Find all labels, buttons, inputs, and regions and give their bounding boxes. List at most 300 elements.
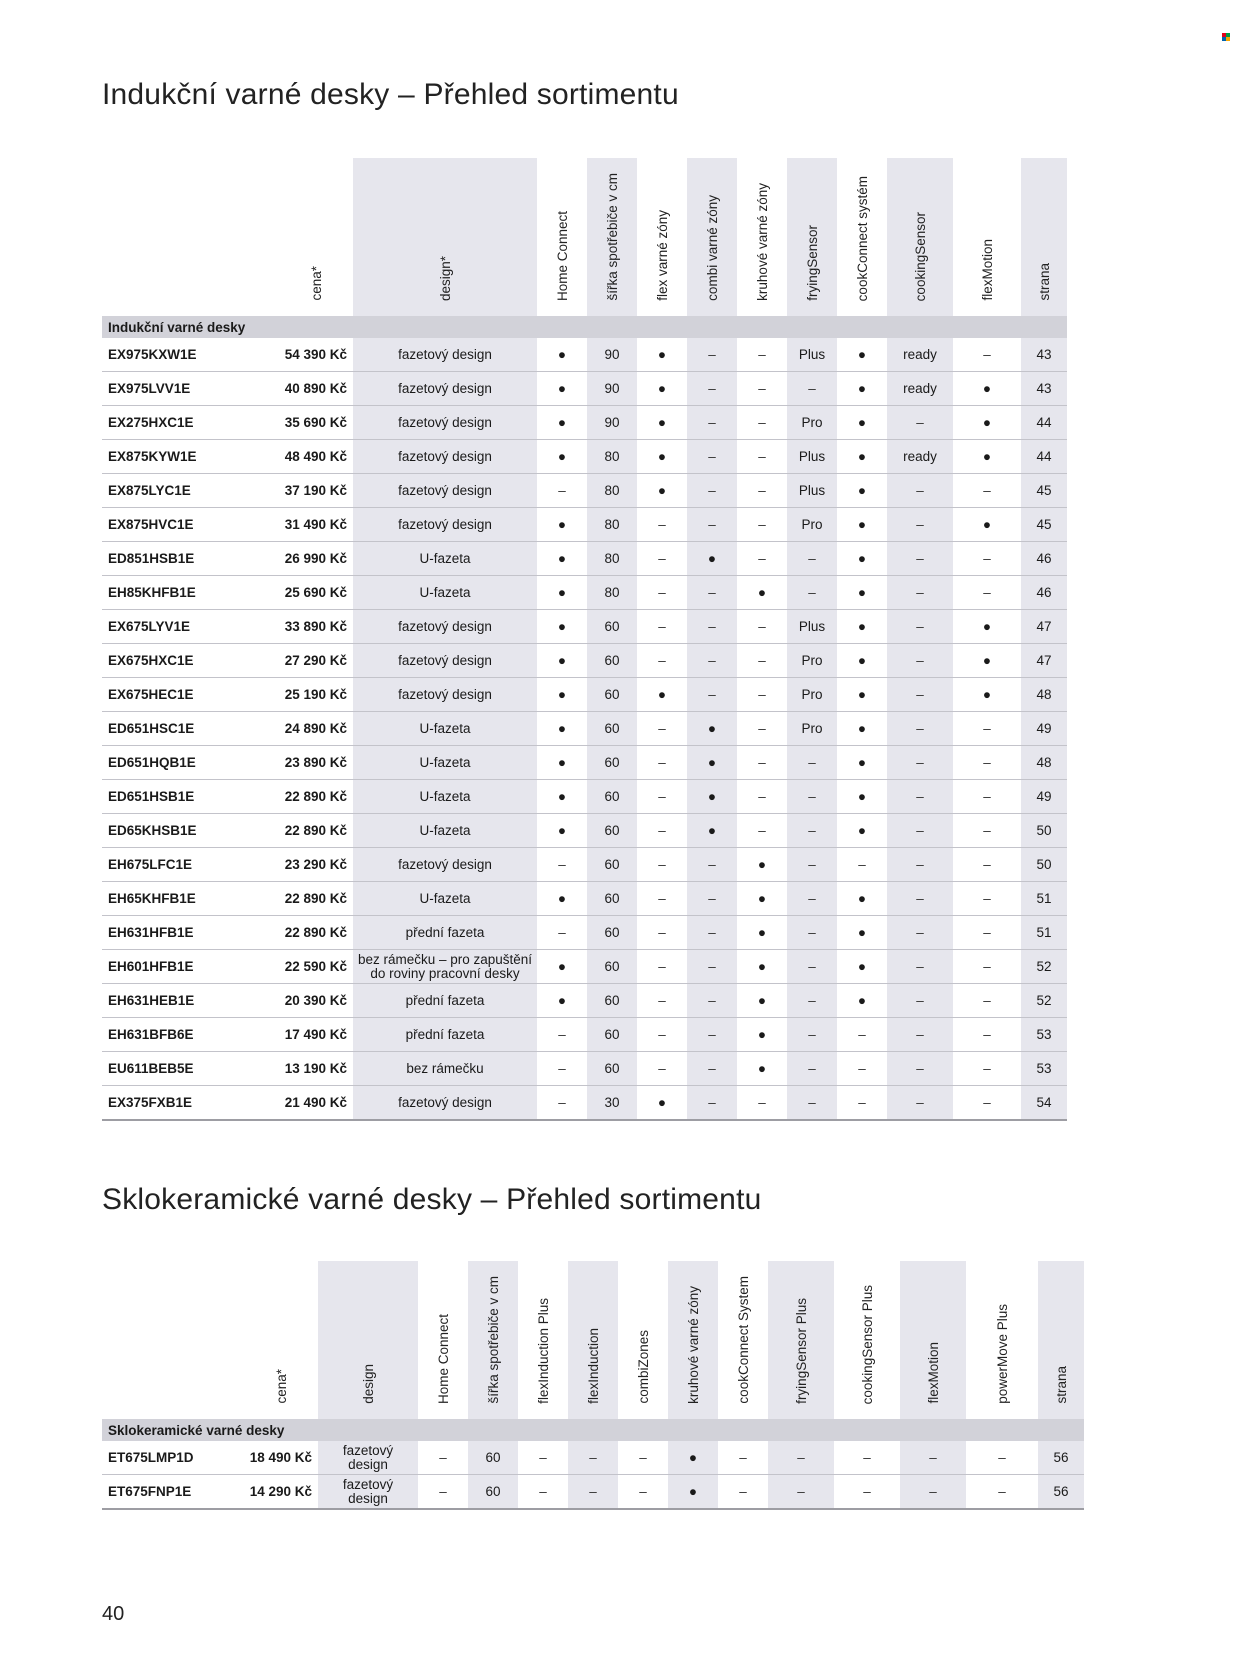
feature-cell: – bbox=[966, 1441, 1038, 1475]
feature-cell: – bbox=[953, 848, 1021, 882]
price-cell: 23 290 Kč bbox=[280, 848, 353, 882]
design-cell: fazetový design bbox=[318, 1441, 418, 1475]
feature-cell: Pro bbox=[787, 406, 837, 440]
feature-cell: 90 bbox=[587, 338, 637, 372]
induction-header-col: šířka spotřebiče v cm bbox=[587, 158, 637, 316]
induction-group-label: Indukční varné desky bbox=[102, 316, 1067, 338]
table-row bbox=[102, 1018, 1067, 1052]
feature-cell: – bbox=[568, 1441, 618, 1475]
feature-cell: – bbox=[953, 542, 1021, 576]
model-name-cell: EH631HFB1E bbox=[102, 916, 280, 950]
feature-cell: – bbox=[953, 814, 1021, 848]
feature-cell: – bbox=[834, 1475, 900, 1510]
table-row bbox=[102, 1475, 1084, 1510]
feature-cell: – bbox=[737, 644, 787, 678]
table-row bbox=[102, 984, 1067, 1018]
feature-cell: ● bbox=[953, 644, 1021, 678]
feature-cell: ● bbox=[637, 372, 687, 406]
feature-cell: – bbox=[737, 406, 787, 440]
feature-cell: ● bbox=[837, 644, 887, 678]
page-ref-cell: 50 bbox=[1021, 814, 1067, 848]
price-cell: 33 890 Kč bbox=[280, 610, 353, 644]
ceramic-header-col: design bbox=[318, 1261, 418, 1419]
design-cell: fazetový design bbox=[353, 678, 537, 712]
feature-cell: – bbox=[537, 1086, 587, 1121]
design-cell: fazetový design bbox=[353, 440, 537, 474]
induction-group-row bbox=[102, 316, 1067, 338]
feature-cell: – bbox=[518, 1441, 568, 1475]
feature-cell: ● bbox=[837, 678, 887, 712]
ceramic-header-col: strana bbox=[1038, 1261, 1084, 1419]
feature-cell: – bbox=[637, 610, 687, 644]
feature-cell: – bbox=[887, 610, 953, 644]
feature-cell: – bbox=[887, 950, 953, 984]
price-cell: 22 890 Kč bbox=[280, 882, 353, 916]
feature-cell: – bbox=[537, 474, 587, 508]
feature-cell: ● bbox=[953, 678, 1021, 712]
price-cell: 22 590 Kč bbox=[280, 950, 353, 984]
feature-cell: – bbox=[418, 1441, 468, 1475]
feature-cell: ● bbox=[737, 576, 787, 610]
feature-cell: – bbox=[887, 712, 953, 746]
feature-cell: ● bbox=[837, 406, 887, 440]
page-ref-cell: 56 bbox=[1038, 1475, 1084, 1510]
price-cell: 22 890 Kč bbox=[280, 780, 353, 814]
ceramic-header-col: cookingSensor Plus bbox=[859, 1284, 875, 1404]
feature-cell: 60 bbox=[587, 712, 637, 746]
table-row bbox=[102, 1441, 1084, 1475]
price-cell: 26 990 Kč bbox=[280, 542, 353, 576]
design-cell: U-fazeta bbox=[353, 542, 537, 576]
page-ref-cell: 47 bbox=[1021, 644, 1067, 678]
feature-cell: – bbox=[737, 746, 787, 780]
design-cell: přední fazeta bbox=[353, 916, 537, 950]
price-cell: 37 190 Kč bbox=[280, 474, 353, 508]
feature-cell: Pro bbox=[787, 712, 837, 746]
feature-cell: – bbox=[953, 712, 1021, 746]
feature-cell: ● bbox=[537, 542, 587, 576]
feature-cell: – bbox=[887, 1052, 953, 1086]
table-row bbox=[102, 440, 1067, 474]
feature-cell: – bbox=[637, 848, 687, 882]
design-cell: U-fazeta bbox=[353, 576, 537, 610]
feature-cell: – bbox=[687, 882, 737, 916]
model-name-cell: ED65KHSB1E bbox=[102, 814, 280, 848]
table-row bbox=[102, 644, 1067, 678]
ceramic-header-col: kruhové varné zóny bbox=[668, 1261, 718, 1419]
feature-cell: – bbox=[953, 576, 1021, 610]
model-name-cell: EX875HVC1E bbox=[102, 508, 280, 542]
feature-cell: – bbox=[637, 916, 687, 950]
table-row bbox=[102, 1052, 1067, 1086]
page-ref-cell: 48 bbox=[1021, 746, 1067, 780]
ceramic-group-label: Sklokeramické varné desky bbox=[102, 1419, 1084, 1441]
design-cell: fazetový design bbox=[353, 848, 537, 882]
page-ref-cell: 50 bbox=[1021, 848, 1067, 882]
feature-cell: ● bbox=[537, 440, 587, 474]
feature-cell: 60 bbox=[587, 1052, 637, 1086]
ceramic-header-row bbox=[102, 1261, 1084, 1419]
induction-header-col: cena* bbox=[309, 266, 324, 301]
feature-cell: 80 bbox=[587, 440, 637, 474]
feature-cell: – bbox=[787, 1052, 837, 1086]
model-name-cell: ET675LMP1D bbox=[102, 1441, 245, 1475]
model-name-cell: EU611BEB5E bbox=[102, 1052, 280, 1086]
feature-cell: ● bbox=[953, 508, 1021, 542]
feature-cell: ● bbox=[737, 950, 787, 984]
feature-cell: ● bbox=[687, 814, 737, 848]
model-name-cell: EX975LVV1E bbox=[102, 372, 280, 406]
feature-cell: ● bbox=[953, 440, 1021, 474]
design-cell: fazetový design bbox=[353, 1086, 537, 1121]
feature-cell: – bbox=[900, 1475, 966, 1510]
page-ref-cell: 44 bbox=[1021, 406, 1067, 440]
feature-cell: – bbox=[737, 814, 787, 848]
feature-cell: – bbox=[787, 746, 837, 780]
price-cell: 13 190 Kč bbox=[280, 1052, 353, 1086]
feature-cell: – bbox=[887, 984, 953, 1018]
table-row bbox=[102, 712, 1067, 746]
model-name-cell: EH631HEB1E bbox=[102, 984, 280, 1018]
feature-cell: ● bbox=[537, 780, 587, 814]
induction-section-title: Indukční varné desky – Přehled sortimentu bbox=[102, 78, 679, 111]
table-row bbox=[102, 338, 1067, 372]
ceramic-header-col: šířka spotřebiče v cm bbox=[468, 1261, 518, 1419]
design-cell: bez rámečku bbox=[353, 1052, 537, 1086]
page-ref-cell: 44 bbox=[1021, 440, 1067, 474]
feature-cell: – bbox=[637, 1018, 687, 1052]
feature-cell: – bbox=[568, 1475, 618, 1510]
feature-cell: – bbox=[837, 1086, 887, 1121]
feature-cell: – bbox=[687, 678, 737, 712]
induction-header-col: flex varné zóny bbox=[654, 210, 670, 301]
feature-cell: ● bbox=[737, 984, 787, 1018]
feature-cell: 60 bbox=[587, 1018, 637, 1052]
feature-cell: – bbox=[787, 1086, 837, 1121]
page-ref-cell: 46 bbox=[1021, 542, 1067, 576]
price-cell: 21 490 Kč bbox=[280, 1086, 353, 1121]
feature-cell: 60 bbox=[587, 610, 637, 644]
feature-cell: – bbox=[768, 1475, 834, 1510]
feature-cell: – bbox=[787, 542, 837, 576]
feature-cell: ● bbox=[837, 338, 887, 372]
feature-cell: 60 bbox=[468, 1475, 518, 1510]
feature-cell: – bbox=[737, 780, 787, 814]
induction-header-col: design* bbox=[353, 158, 537, 316]
feature-cell: 60 bbox=[587, 814, 637, 848]
page-ref-cell: 47 bbox=[1021, 610, 1067, 644]
feature-cell: 90 bbox=[587, 372, 637, 406]
feature-cell: – bbox=[887, 406, 953, 440]
induction-header-col: cookingSensor bbox=[887, 158, 953, 316]
feature-cell: – bbox=[737, 678, 787, 712]
feature-cell: – bbox=[687, 406, 737, 440]
feature-cell: ● bbox=[537, 678, 587, 712]
model-name-cell: EH601HFB1E bbox=[102, 950, 280, 984]
feature-cell: – bbox=[887, 678, 953, 712]
feature-cell: – bbox=[953, 746, 1021, 780]
design-cell: U-fazeta bbox=[353, 746, 537, 780]
feature-cell: – bbox=[637, 746, 687, 780]
feature-cell: – bbox=[537, 916, 587, 950]
feature-cell: – bbox=[687, 508, 737, 542]
feature-cell: – bbox=[687, 984, 737, 1018]
feature-cell: ● bbox=[837, 780, 887, 814]
feature-cell: – bbox=[887, 780, 953, 814]
feature-cell: – bbox=[953, 916, 1021, 950]
ceramic-section-title: Sklokeramické varné desky – Přehled sortimentu bbox=[102, 1183, 762, 1216]
feature-cell: – bbox=[618, 1441, 668, 1475]
feature-cell: ready bbox=[887, 372, 953, 406]
ceramic-header-model bbox=[102, 1261, 245, 1419]
feature-cell: – bbox=[787, 916, 837, 950]
feature-cell: – bbox=[787, 576, 837, 610]
page-ref-cell: 43 bbox=[1021, 372, 1067, 406]
feature-cell: ● bbox=[668, 1441, 718, 1475]
table-row bbox=[102, 406, 1067, 440]
feature-cell: 30 bbox=[587, 1086, 637, 1121]
feature-cell: ● bbox=[537, 984, 587, 1018]
induction-header-col: fryingSensor bbox=[787, 158, 837, 316]
model-name-cell: EX675HEC1E bbox=[102, 678, 280, 712]
feature-cell: – bbox=[953, 984, 1021, 1018]
price-cell: 22 890 Kč bbox=[280, 916, 353, 950]
feature-cell: Plus bbox=[787, 610, 837, 644]
feature-cell: – bbox=[887, 576, 953, 610]
model-name-cell: EX875LYC1E bbox=[102, 474, 280, 508]
design-cell: fazetový design bbox=[353, 610, 537, 644]
feature-cell: 80 bbox=[587, 576, 637, 610]
feature-cell: – bbox=[687, 576, 737, 610]
design-cell: přední fazeta bbox=[353, 984, 537, 1018]
page-ref-cell: 52 bbox=[1021, 950, 1067, 984]
design-cell: fazetový design bbox=[353, 372, 537, 406]
feature-cell: – bbox=[637, 508, 687, 542]
feature-cell: – bbox=[837, 1018, 887, 1052]
model-name-cell: EX375FXB1E bbox=[102, 1086, 280, 1121]
feature-cell: ● bbox=[537, 882, 587, 916]
price-cell: 25 690 Kč bbox=[280, 576, 353, 610]
induction-header-model bbox=[102, 158, 280, 316]
price-cell: 54 390 Kč bbox=[280, 338, 353, 372]
ceramic-header-col: flexInduction Plus bbox=[535, 1298, 551, 1404]
feature-cell: – bbox=[537, 1018, 587, 1052]
feature-cell: ● bbox=[687, 712, 737, 746]
feature-cell: – bbox=[953, 1086, 1021, 1121]
feature-cell: – bbox=[834, 1441, 900, 1475]
feature-cell: ● bbox=[537, 644, 587, 678]
model-name-cell: EH675LFC1E bbox=[102, 848, 280, 882]
feature-cell: ● bbox=[837, 950, 887, 984]
feature-cell: – bbox=[768, 1441, 834, 1475]
feature-cell: – bbox=[718, 1441, 768, 1475]
model-name-cell: EX975KXW1E bbox=[102, 338, 280, 372]
feature-cell: ● bbox=[537, 372, 587, 406]
induction-header-col: combi varné zóny bbox=[687, 158, 737, 316]
feature-cell: – bbox=[966, 1475, 1038, 1510]
design-cell: U-fazeta bbox=[353, 882, 537, 916]
feature-cell: ready bbox=[887, 440, 953, 474]
page-ref-cell: 48 bbox=[1021, 678, 1067, 712]
feature-cell: – bbox=[637, 780, 687, 814]
feature-cell: ● bbox=[837, 474, 887, 508]
price-cell: 23 890 Kč bbox=[280, 746, 353, 780]
feature-cell: 60 bbox=[587, 780, 637, 814]
feature-cell: 60 bbox=[587, 746, 637, 780]
model-name-cell: ED651HSC1E bbox=[102, 712, 280, 746]
feature-cell: – bbox=[537, 1052, 587, 1086]
model-name-cell: ED651HQB1E bbox=[102, 746, 280, 780]
feature-cell: – bbox=[953, 950, 1021, 984]
feature-cell: – bbox=[737, 542, 787, 576]
design-cell: přední fazeta bbox=[353, 1018, 537, 1052]
page-ref-cell: 49 bbox=[1021, 712, 1067, 746]
page-ref-cell: 51 bbox=[1021, 916, 1067, 950]
design-cell: fazetový design bbox=[318, 1475, 418, 1510]
feature-cell: – bbox=[687, 338, 737, 372]
feature-cell: – bbox=[787, 372, 837, 406]
feature-cell: – bbox=[887, 916, 953, 950]
feature-cell: – bbox=[737, 474, 787, 508]
page-number: 40 bbox=[102, 1603, 125, 1625]
model-name-cell: ED851HSB1E bbox=[102, 542, 280, 576]
feature-cell: – bbox=[737, 440, 787, 474]
page-ref-cell: 56 bbox=[1038, 1441, 1084, 1475]
feature-cell: ● bbox=[537, 576, 587, 610]
feature-cell: ● bbox=[637, 440, 687, 474]
feature-cell: ● bbox=[837, 508, 887, 542]
feature-cell: – bbox=[887, 848, 953, 882]
price-cell: 24 890 Kč bbox=[280, 712, 353, 746]
feature-cell: – bbox=[637, 712, 687, 746]
model-name-cell: EX875KYW1E bbox=[102, 440, 280, 474]
feature-cell: 60 bbox=[587, 984, 637, 1018]
logo-square-yellow bbox=[1226, 37, 1230, 41]
design-cell: fazetový design bbox=[353, 644, 537, 678]
feature-cell: Plus bbox=[787, 440, 837, 474]
page-ref-cell: 45 bbox=[1021, 508, 1067, 542]
feature-cell: – bbox=[637, 542, 687, 576]
feature-cell: – bbox=[887, 542, 953, 576]
price-cell: 48 490 Kč bbox=[280, 440, 353, 474]
feature-cell: ● bbox=[537, 508, 587, 542]
feature-cell: – bbox=[518, 1475, 568, 1510]
feature-cell: ready bbox=[887, 338, 953, 372]
feature-cell: – bbox=[787, 950, 837, 984]
price-cell: 20 390 Kč bbox=[280, 984, 353, 1018]
feature-cell: 60 bbox=[587, 678, 637, 712]
brand-logo-mark bbox=[1222, 33, 1230, 41]
feature-cell: ● bbox=[737, 848, 787, 882]
feature-cell: ● bbox=[687, 746, 737, 780]
feature-cell: – bbox=[537, 848, 587, 882]
feature-cell: – bbox=[618, 1475, 668, 1510]
feature-cell: ● bbox=[537, 406, 587, 440]
ceramic-header-col: cena* bbox=[274, 1369, 289, 1404]
induction-header-col: Home Connect bbox=[554, 210, 570, 301]
feature-cell: Pro bbox=[787, 508, 837, 542]
induction-header-col: flexMotion bbox=[979, 239, 995, 301]
induction-header-col: strana bbox=[1021, 158, 1067, 316]
feature-cell: 80 bbox=[587, 474, 637, 508]
table-row bbox=[102, 508, 1067, 542]
price-cell: 31 490 Kč bbox=[280, 508, 353, 542]
feature-cell: ● bbox=[737, 1018, 787, 1052]
page-ref-cell: 45 bbox=[1021, 474, 1067, 508]
table-row bbox=[102, 882, 1067, 916]
feature-cell: ● bbox=[637, 406, 687, 440]
model-name-cell: EH85KHFB1E bbox=[102, 576, 280, 610]
feature-cell: – bbox=[887, 1086, 953, 1121]
page-ref-cell: 52 bbox=[1021, 984, 1067, 1018]
feature-cell: ● bbox=[837, 372, 887, 406]
feature-cell: – bbox=[887, 882, 953, 916]
feature-cell: – bbox=[737, 372, 787, 406]
model-name-cell: ET675FNP1E bbox=[102, 1475, 245, 1510]
ceramic-header-col: flexMotion bbox=[900, 1261, 966, 1419]
feature-cell: – bbox=[837, 848, 887, 882]
ceramic-table bbox=[102, 1261, 1084, 1510]
model-name-cell: ED651HSB1E bbox=[102, 780, 280, 814]
feature-cell: – bbox=[887, 746, 953, 780]
feature-cell: – bbox=[953, 882, 1021, 916]
feature-cell: ● bbox=[537, 746, 587, 780]
table-row bbox=[102, 780, 1067, 814]
design-cell: U-fazeta bbox=[353, 780, 537, 814]
feature-cell: ● bbox=[537, 814, 587, 848]
design-cell: U-fazeta bbox=[353, 712, 537, 746]
feature-cell: – bbox=[718, 1475, 768, 1510]
model-name-cell: EX675HXC1E bbox=[102, 644, 280, 678]
feature-cell: – bbox=[687, 1018, 737, 1052]
page-ref-cell: 49 bbox=[1021, 780, 1067, 814]
table-row bbox=[102, 542, 1067, 576]
feature-cell: – bbox=[787, 814, 837, 848]
feature-cell: – bbox=[637, 644, 687, 678]
feature-cell: ● bbox=[837, 814, 887, 848]
model-name-cell: EX675LYV1E bbox=[102, 610, 280, 644]
feature-cell: ● bbox=[637, 474, 687, 508]
table-row bbox=[102, 678, 1067, 712]
feature-cell: 60 bbox=[587, 882, 637, 916]
model-name-cell: EX275HXC1E bbox=[102, 406, 280, 440]
feature-cell: ● bbox=[537, 712, 587, 746]
feature-cell: – bbox=[637, 814, 687, 848]
feature-cell: ● bbox=[537, 338, 587, 372]
table-row bbox=[102, 474, 1067, 508]
feature-cell: ● bbox=[687, 542, 737, 576]
ceramic-header-col: fryingSensor Plus bbox=[768, 1261, 834, 1419]
design-cell: fazetový design bbox=[353, 474, 537, 508]
feature-cell: – bbox=[953, 1018, 1021, 1052]
feature-cell: ● bbox=[737, 916, 787, 950]
feature-cell: ● bbox=[953, 372, 1021, 406]
feature-cell: Plus bbox=[787, 338, 837, 372]
feature-cell: ● bbox=[953, 406, 1021, 440]
feature-cell: Pro bbox=[787, 678, 837, 712]
table-row bbox=[102, 610, 1067, 644]
page-ref-cell: 54 bbox=[1021, 1086, 1067, 1121]
feature-cell: 60 bbox=[587, 848, 637, 882]
page-ref-cell: 51 bbox=[1021, 882, 1067, 916]
feature-cell: – bbox=[737, 338, 787, 372]
feature-cell: 80 bbox=[587, 508, 637, 542]
feature-cell: ● bbox=[737, 1052, 787, 1086]
feature-cell: 60 bbox=[587, 644, 637, 678]
feature-cell: – bbox=[637, 950, 687, 984]
feature-cell: – bbox=[737, 508, 787, 542]
feature-cell: – bbox=[687, 950, 737, 984]
